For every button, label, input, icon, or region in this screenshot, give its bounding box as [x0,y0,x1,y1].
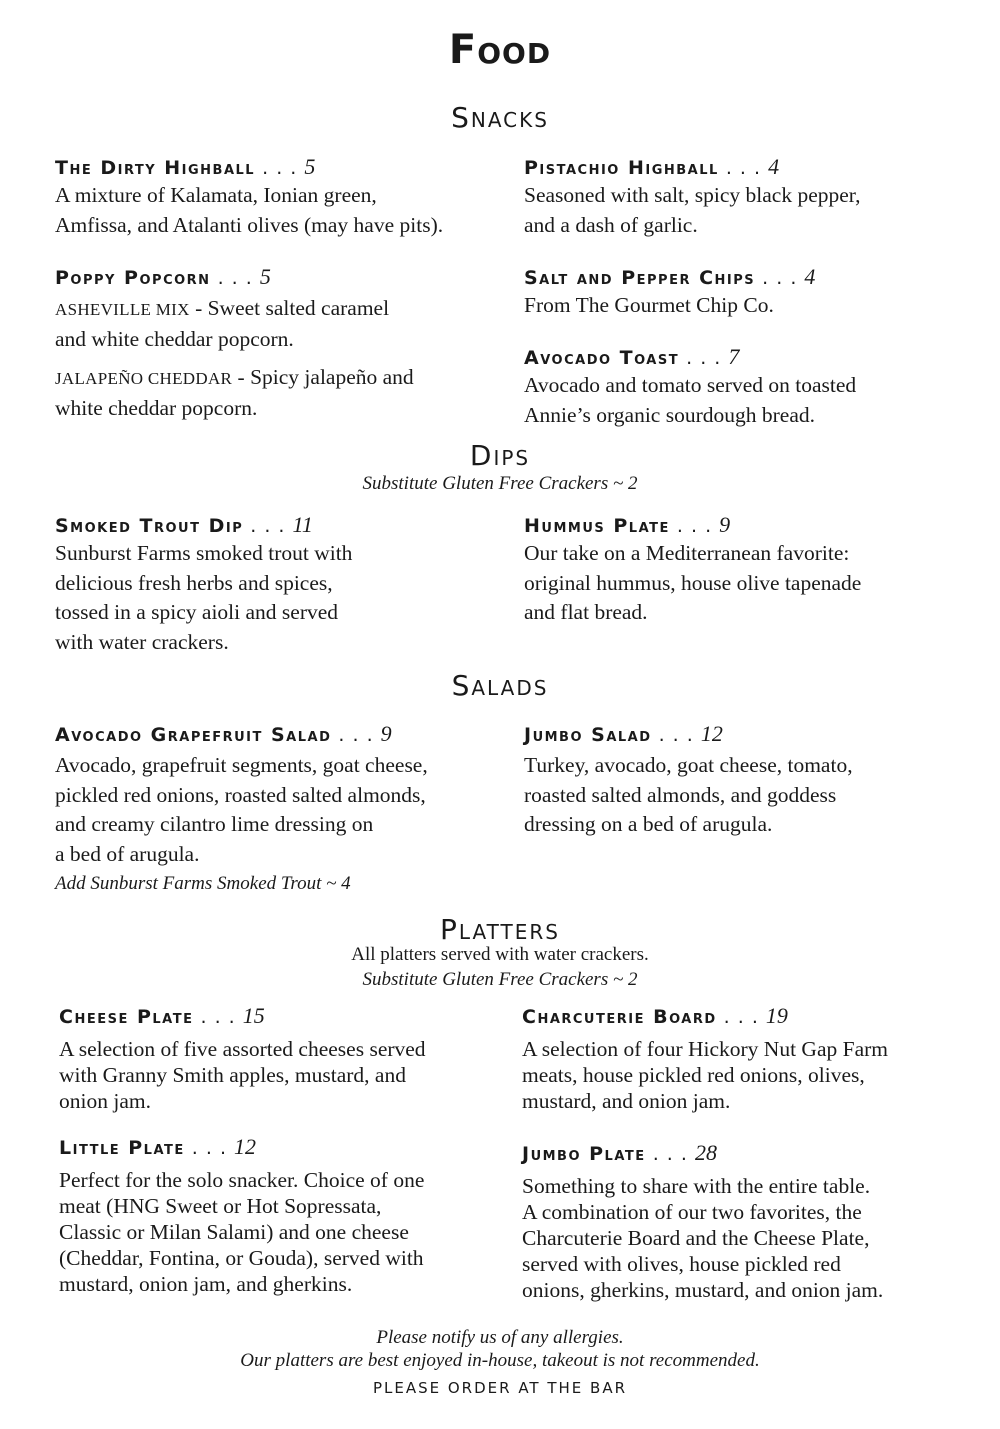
description-line: tossed in a spicy aioli and served [55,600,339,624]
description-line: dressing on a bed of arugula. [524,812,773,836]
item-price: 7 [728,344,740,369]
description-line: Avocado, grapefruit segments, goat cheese, [55,753,428,777]
description-line: roasted salted almonds, and goddess [524,782,837,807]
dot-leader: . . . [210,267,260,289]
item-description [522,1173,982,1303]
description-line: A selection of four Hickory Nut Gap Farm [522,1037,889,1061]
description-line: Turkey, avocado, goat cheese, tomato, [524,753,853,777]
flavor-description: - Spicy jalapeño and [232,365,414,389]
item-name: Pistachio Highball [524,157,719,179]
dot-leader: . . . [184,1137,235,1159]
dot-leader: . . . [755,267,805,289]
item-price: 28 [694,1140,717,1165]
item-title [55,264,515,291]
item-name: Charcuterie Board [522,1006,717,1028]
dot-leader: . . . [193,1006,243,1028]
item-description [55,181,515,240]
item-title [524,154,984,181]
platters-crackers-note: All platters served with water crackers. [351,944,649,965]
dot-leader: . . . [331,724,381,746]
item-title [524,721,984,748]
description-line: mustard, onion jam, and gherkins. [59,1272,353,1296]
menu-item-smoked-trout-dip [55,512,515,657]
description-line: Classic or Milan Salami) and one cheese [59,1220,409,1244]
item-name: Jumbo Salad [524,724,652,746]
description-line: A mixture of Kalamata, Ionian green, [55,183,377,207]
item-price: 12 [234,1134,257,1159]
flavor-label-jalapeno: JALAPEÑO CHEDDAR [55,369,233,388]
item-description [59,1167,509,1297]
item-price: 5 [259,264,271,289]
menu-item-avocado-grapefruit-salad [55,721,515,896]
description-line: and creamy cilantro lime dressing on [55,812,374,836]
dot-leader: . . . [645,1143,695,1165]
dot-leader: . . . [243,515,293,537]
description-line: Seasoned with salt, spicy black pepper, [524,183,861,207]
description-line: Perfect for the solo snacker. Choice of one [59,1168,425,1192]
item-title [55,512,515,539]
item-title [522,1140,982,1167]
item-description [524,539,984,628]
item-price: 4 [768,154,780,179]
item-name: Smoked Trout Dip [55,515,244,537]
menu-item-pistachio-highball [524,154,984,240]
dot-leader: . . . [651,724,701,746]
item-price: 9 [380,721,392,746]
description-line: meats, house pickled red onions, olives, [522,1063,865,1087]
menu-item-little-plate [59,1134,509,1297]
item-price: 12 [700,721,723,746]
flavor-description: - Sweet salted caramel [189,296,390,320]
item-description [55,294,515,423]
description-line: Amfissa, and Atalanti olives (may have pits). [55,212,444,237]
description-line: and a dash of garlic. [524,212,698,237]
item-name: The Dirty Highball [55,157,256,179]
item-name: Avocado Toast [524,347,680,369]
item-name: Cheese Plate [59,1006,194,1028]
addon-note: Add Sunburst Farms Smoked Trout ~ 4 [55,873,351,894]
item-title [55,721,515,748]
item-price: 19 [765,1003,788,1028]
section-heading-platters: Platters [440,913,560,946]
menu-item-jumbo-salad [524,721,984,840]
dips-substitute-note: Substitute Gluten Free Crackers ~ 2 [362,473,638,494]
item-title [59,1003,509,1030]
item-description [59,1036,509,1114]
description-line: with Granny Smith apples, mustard, and [59,1063,406,1087]
item-name: Poppy Popcorn [55,267,211,289]
description-line: pickled red onions, roasted salted almonds, [55,782,426,807]
item-description [524,291,984,321]
allergy-note: Please notify us of any allergies. [376,1327,624,1348]
section-heading-salads: Salads [451,669,549,702]
item-description [524,181,984,240]
item-title [524,344,984,371]
description-line: Avocado and tomato served on toasted [524,373,857,397]
item-name: Hummus Plate [524,515,670,537]
item-name: Jumbo Plate [522,1143,646,1165]
description-line: mustard, and onion jam. [522,1089,731,1113]
menu-item-charcuterie-board [522,1003,982,1114]
menu-item-cheese-plate [59,1003,509,1114]
description-line: onions, gherkins, mustard, and onion jam. [522,1278,884,1302]
item-title [522,1003,982,1030]
page-title: Food [448,27,552,73]
item-name: Avocado Grapefruit Salad [55,724,332,746]
section-heading-snacks: Snacks [451,101,549,134]
dot-leader: . . . [716,1006,766,1028]
description-line: A selection of five assorted cheeses served [59,1037,426,1061]
description-line: Charcuterie Board and the Cheese Plate, [522,1226,870,1250]
menu-item-poppy-popcorn [55,264,515,423]
description-line: meat (HNG Sweet or Hot Sopressata, [59,1194,382,1218]
description-line: and flat bread. [524,600,648,624]
description-line: Sunburst Farms smoked trout with [55,541,353,565]
item-price: 9 [719,512,731,537]
takeout-note: Our platters are best enjoyed in-house, takeout is not recommended. [240,1350,760,1371]
description-line: Annie’s organic sourdough bread. [524,402,815,427]
item-title [524,264,984,291]
description-line: a bed of arugula. [55,841,200,866]
dot-leader: . . . [718,157,769,179]
platters-substitute-note: Substitute Gluten Free Crackers ~ 2 [362,969,638,990]
description-line: Something to share with the entire table. [522,1174,871,1198]
description-line: and white cheddar popcorn. [55,326,294,351]
description-line: served with olives, house pickled red [522,1252,841,1276]
item-price: 15 [242,1003,265,1028]
order-at-bar-note: PLEASE ORDER AT THE BAR [372,1379,628,1397]
item-price: 11 [292,512,313,537]
item-price: 5 [304,154,316,179]
description-line: (Cheddar, Fontina, or Gouda), served with [59,1246,424,1270]
item-description [524,371,984,430]
description-line: A combination of our two favorites, the [522,1200,862,1224]
dot-leader: . . . [255,157,305,179]
popcorn-asheville-line [55,294,515,325]
popcorn-jalapeno-line [55,363,515,394]
description-line: onion jam. [59,1089,151,1113]
item-title [524,512,984,539]
item-description [524,751,984,840]
dot-leader: . . . [669,515,720,537]
description-line: original hummus, house olive tapenade [524,570,862,595]
description-line: with water crackers. [55,629,229,654]
item-title [59,1134,509,1161]
menu-item-salt-pepper-chips [524,264,984,321]
description-line: white cheddar popcorn. [55,395,258,420]
item-name: Salt and Pepper Chips [524,267,756,289]
flavor-label-asheville: ASHEVILLE MIX [55,300,190,319]
description-line: Our take on a Mediterranean favorite: [524,541,850,565]
dot-leader: . . . [679,347,729,369]
menu-item-avocado-toast [524,344,984,430]
item-name: Little Plate [59,1137,185,1159]
item-description [55,751,515,869]
menu-item-dirty-highball [55,154,515,240]
item-description [55,539,515,657]
section-heading-dips: Dips [469,439,531,472]
item-price: 4 [804,264,816,289]
menu-item-jumbo-plate [522,1140,982,1303]
menu-item-hummus-plate [524,512,984,628]
description-line: delicious fresh herbs and spices, [55,570,333,595]
description-line: From The Gourmet Chip Co. [524,293,774,317]
item-description [522,1036,982,1114]
item-title [55,154,515,181]
